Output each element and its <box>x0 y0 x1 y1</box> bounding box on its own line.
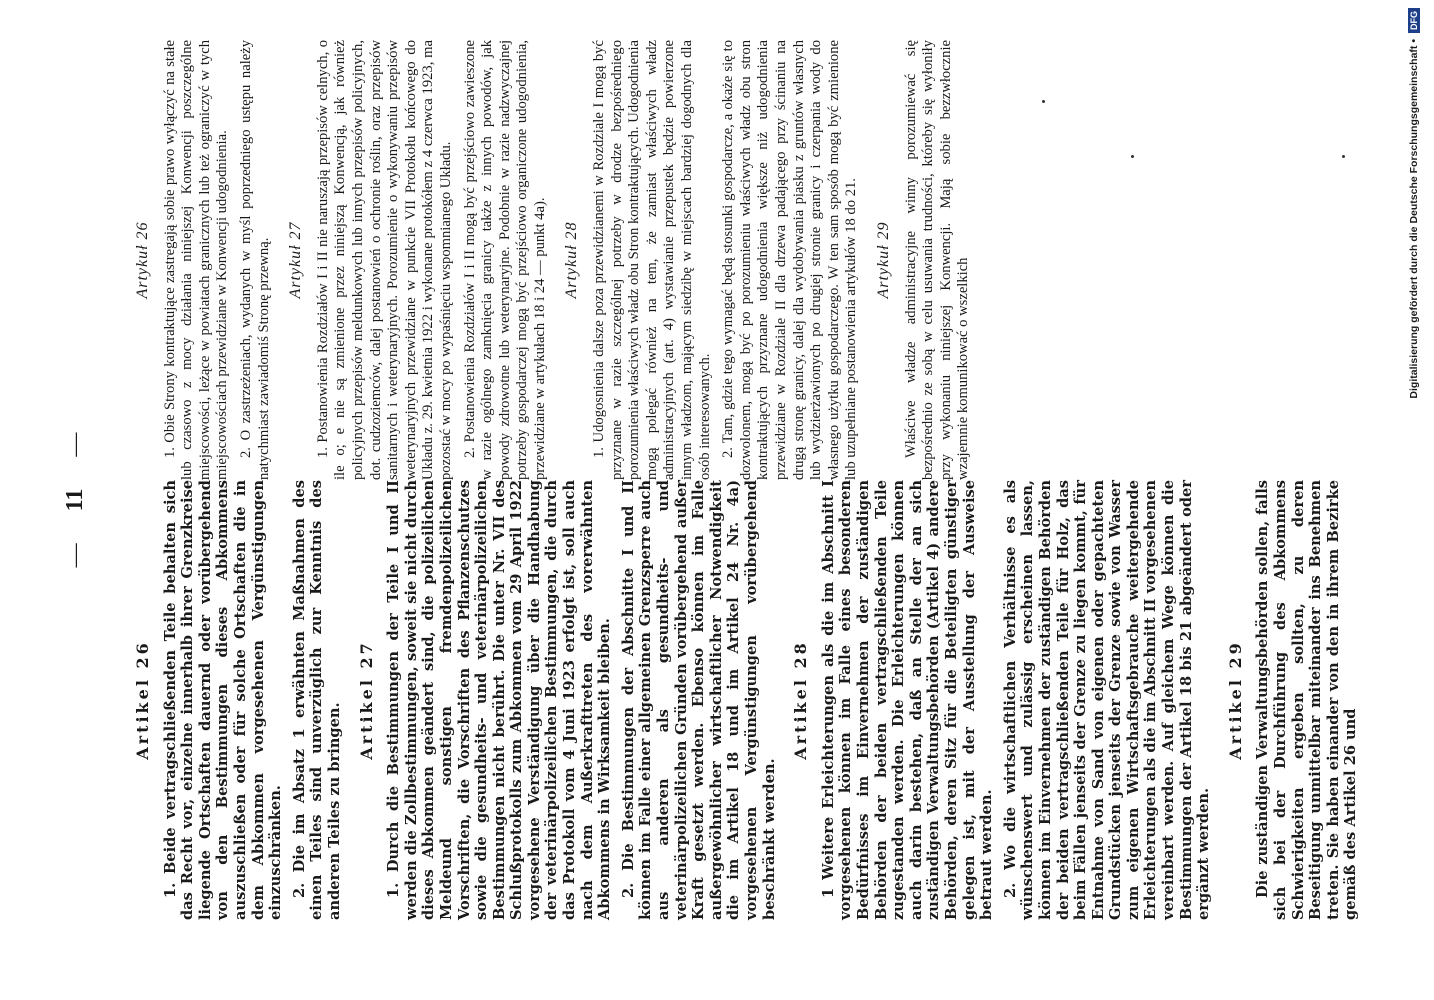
dfg-logo: DFG <box>1408 8 1420 33</box>
polish-article-26-title: Artykuł 26 <box>134 221 151 299</box>
polish-article-26-paragraph-2: 2. O zastrzeżeniach, wydanych w myśl poprzedniego ustępu należy natychmiast zawiadomiś Stronę przewną. <box>237 40 272 480</box>
german-article-26-paragraph-2: 2. Die im Absatz 1 erwähnten Maßnahmen des einen Teiles sind unverzüglich zur Kenntnis des anderen Teiles zu bringen. <box>290 480 343 920</box>
digitization-credit <box>1394 0 1434 1000</box>
page-header <box>62 0 112 1000</box>
polish-article-29-title: Artykuł 29 <box>874 221 892 299</box>
scan-speck <box>1131 155 1134 158</box>
polish-article-28-title: Artykuł 28 <box>563 221 581 299</box>
german-article-28-paragraph-2: 2. Wo die wirtschaftlichen Verhältnisse es als wünschenswert und zulässig erscheinen lassen, können im Einvernehmen der zuständigen Behörden der beiden vertragschließenden Teile für Holz, das beim Fällen jenseits der Grenze zu liegen kommt, für Entnahme von Sand von eigenen oder gepachteten Grundstücken jenseits der Grenze sowie von Wasser zum eigenen Wirtschaftsgebrauche weitergehende Erleichterungen als die im Abschnitt II vorgesehenen vereinbart werden. Auf gleichem Wege können die Bestimmungen der Artikel 18 bis 21 abgeändert oder ergänzt werden. <box>1001 480 1213 920</box>
page-number: 11 <box>62 488 88 512</box>
polish-article-27-paragraph-1: 1. Postanowienia Rozdziałów I i II nie naruszają przepisów celnych, o ile o; e nie są zmienione przez niniejszą Konwencją, jak również policyjnych przepisów meldunkowych lub innych przepisów policyjnych, dot. cudzoziemców, dalej postanowień o ochronie roślin, oraz przepisów sanitarnych i weterynaryjnych. Porozumienie o wykonywaniu przepisów weterynaryjnych przewidziane w punkcie VII Protokołu końcowego do Układu z. 29. kwietnia 1922 i wykonane protokółem z 4 czerwca 1923, ma pozostać w mocy po wypaśnięciu wspomnianego Układu. <box>314 40 454 480</box>
credit-text: Digitalisierung gefördert durch die Deutsche Forschungsgemeinschaft • <box>1408 39 1420 399</box>
polish-article-27-title: Artykuł 27 <box>287 221 305 299</box>
polish-article-27-paragraph-2: 2. Postanowienia Rozdziałów I i II mogą być przejściowo zawieszone w razie ogólnego zamknięcia granicy także z innych powodów, jak powody zdrowotne lub weterynaryjne. Podobnie w razie nadzwyczajnej potrzeby gospodarczej mogą być przejściowo organiczone udogodnienia, przewidziane w artykułach 18 i 24 — punkt 4a). <box>461 40 548 480</box>
german-article-26-paragraph-1: 1. Beide vertragschließenden Teile behalten sich das Recht vor, einzelne innerhalb ihrer Grenzkreise liegende Ortschaften dauernd oder vorübergehend von den Bestimmungen dieses Abkommens auszuschließen oder für solche Ortschaften die in dem Abkommen vorgesehenen Vergünstigungen einzuschränken. <box>161 480 285 920</box>
polish-article-26-paragraph-1: 1. Obie Strony kontraktujące zastregają sobie prawo wyłączyć na stałe lub czasowo z mocy działania niniejszej Konwencji poszczególne miejscowości, leżące w powiatach granicznych lub też ograniczyć w tych miejscowościach przewidziane w Konwencji udogodnienia. <box>161 40 231 480</box>
german-article-27-paragraph-2: 2. Die Bestimmungen der Abschnitte I und II können im Falle einer allgemeinen Grenzsperre auch aus anderen als gesundheits- und veterinärpolizeilichen Gründen vorübergehend außer Kraft gesetzt werden. Ebenso können im Falle außergewöhnlicher wirtschaftlicher Notwendigkeit die im Artikel 18 und im Artikel 24 Nr. 4a) vorgesehenen Vergünstigungen vorübergehend beschränkt werden. <box>619 480 778 920</box>
header-dash-left: — <box>62 543 88 568</box>
german-article-27-title: Artikel 27 <box>356 640 376 760</box>
polish-article-29-paragraph-1: Właściwe władze administracyjne winny porozumiewać się bezpośrednio ze sobą w celu usuwania trudności, któreby się wyłoniły przy wykonaniu niniejszej Konwencji. Mają sobie bezzwłocznie wzajemnie komunikować o wszelkich <box>902 40 972 480</box>
german-article-29-title: Artikel 29 <box>1225 640 1245 760</box>
polish-column <box>120 40 979 480</box>
german-article-27-paragraph-1: 1. Durch die Bestimmungen der Teile I und II werden die Zollbestimmungen, soweit sie nicht durch dieses Abkommen geändert sind, die polizeilichen Meldeund sonstigen fremdenpolizeilichen Vorschriften, die Vorschriften des Pflanzenschutzes sowie die gesundheits- und veterinärpolizeilichen Bestimmungen nicht berührt. Die unter Nr. VII des Schlußprotokolls zum Abkommen vom 29 April 1922 vorgesehene Verständigung über die Handhabung der veterinärpolizeilichen Bestimmungen, die durch das Protokoll vom 4 Juni 1923 erfolgt ist, soll auch nach dem Außerkrafttreten des vorerwähnten Abkommens in Wirksamkeit bleiben. <box>385 480 614 920</box>
german-article-28-title: Artikel 28 <box>791 640 811 760</box>
german-article-28-paragraph-1: 1 Weitere Erleichterungen als die im Abschnitt I vorgesehenen können im Falle eines besonderen Bedürfnisses im Einvernehmen der zuständigen Behörden der beiden vertragschließenden Teile zugestanden werden. Die Erleichterungen können auch darin bestehen, daß an Stelle der an sich zuständigen Verwaltungsbehörden (Artikel 4) andere Behörden, deren Sitz für die Beteiligten günstiger gelegen ist, mit der Ausstellung der Ausweise betraut werden. <box>819 480 996 920</box>
german-column <box>120 480 1366 920</box>
german-article-29-paragraph-1: Die zuständigen Verwaltungsbehörden sollen, falls sich bei der Durchführung des Abkommens Schwierigkeiten ergeben sollten, zu deren Beseitigung unmittelbar miteinander ins Benehmen treten. Sie haben einander von den in ihrem Bezirke gemäß des Artikel 26 und <box>1254 480 1360 920</box>
scan-speck <box>1042 100 1045 103</box>
polish-article-28-paragraph-1: 1. Udogosnienia dalsze poza przewidzianemi w Rozdziale I mogą być przyznane w razie szczególnej potrzeby w drodze bezpośredniego porozumienia właściwych władz obu Stron kontraktujących. Udogodnienia mogą polegać również na tem, że zamiast właściwych władz administracyjnych (art. 4) wystawianie przepustek będzie powierzone innym władzom, mającym siedzibę w miejscach bardziej dogodnych dla osób interesowanych. <box>591 40 713 480</box>
header-dash-right: — <box>62 432 88 457</box>
polish-article-28-paragraph-2: 2. Tam, gdzie tego wymagać będą stosunki gospodarcze, a okaże się to dozwolonem, mogą być po porozumieniu właściwych władz obu stron kontraktujących przyznane udogodnienia większe niż udogodnienia przewidziane w Rozdziale II dla drzewa padającego przy ścinaniu na drugą stronę granicy, dalej dla wydobywania piasku z gruntów własnych lub wydzierżawionych po drugiej stronie granicy i czerpania wody do własnego użytku gospodarczego. W ten sam sposób mogą być zmienione lub uzupełniane postanowienia artykułów 18 do 21. <box>720 40 860 480</box>
scan-speck <box>1342 155 1345 158</box>
german-article-26-title: Artikel 26 <box>133 640 152 760</box>
